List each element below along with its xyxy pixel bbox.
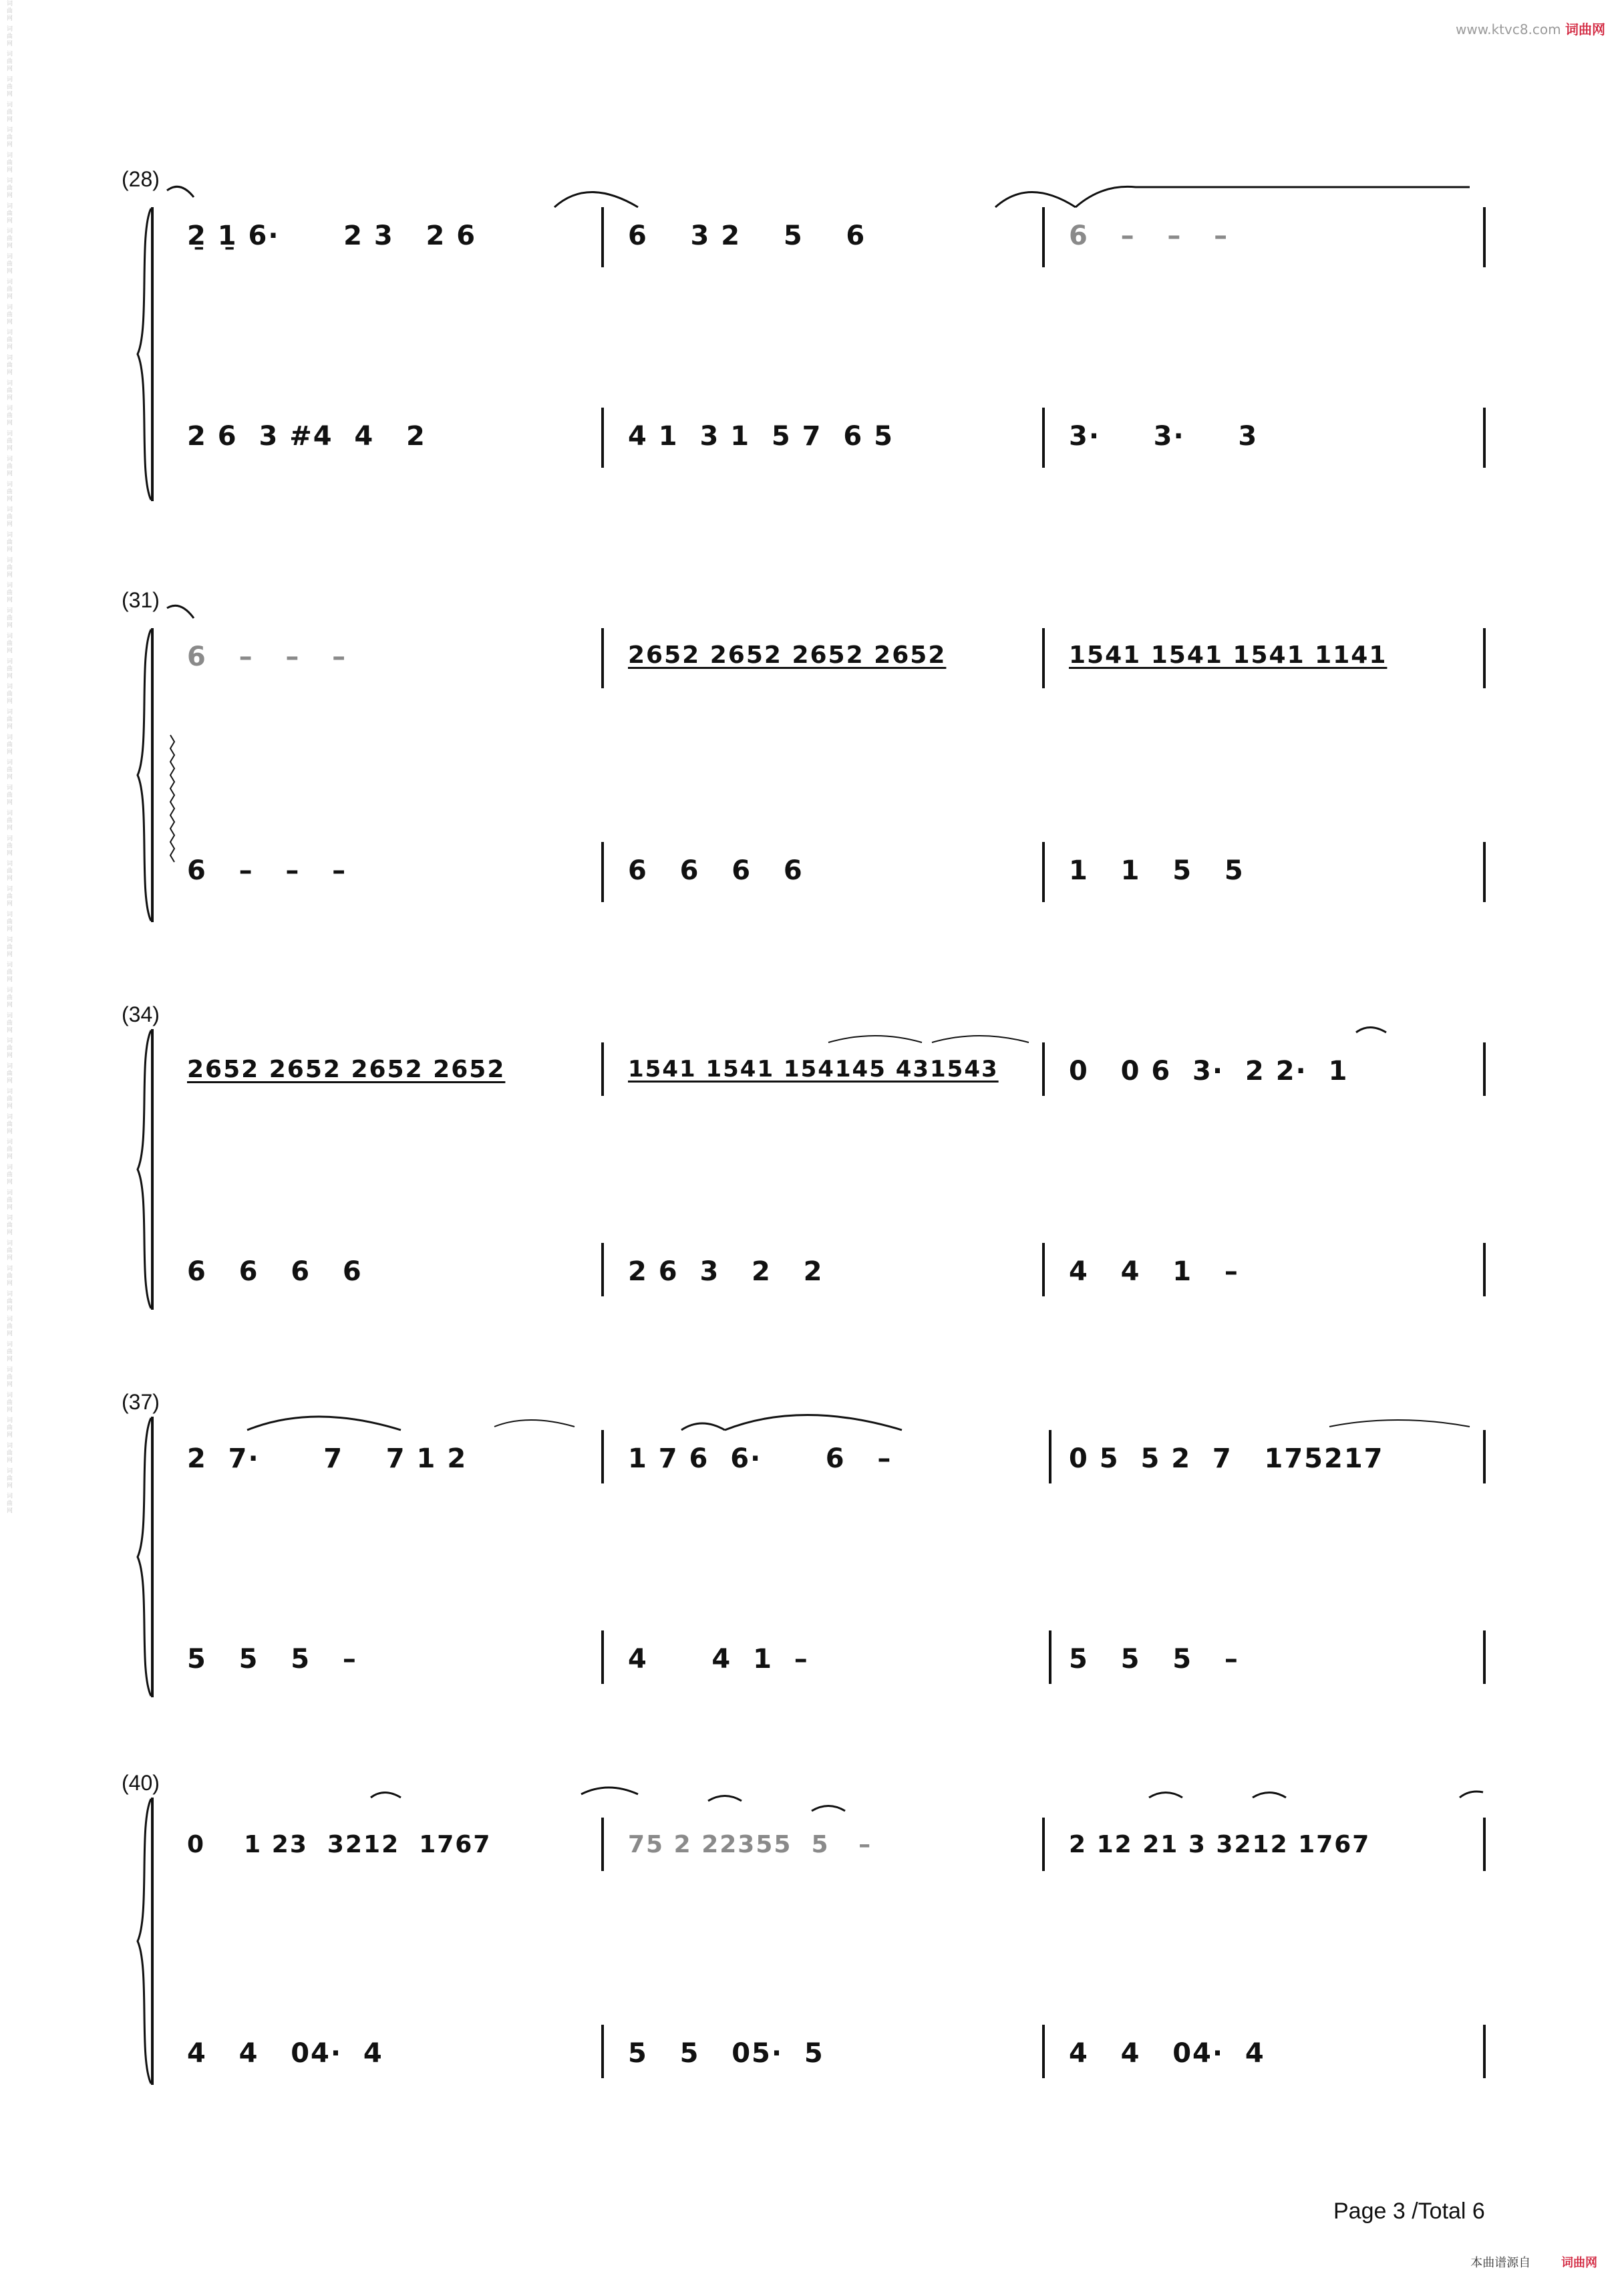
arpeggio-icon: [0, 588, 1624, 922]
tie-icon: [0, 1771, 1624, 2092]
lower-measure-33: 1 1 5 5: [1069, 855, 1245, 886]
system-34: [0, 1002, 1624, 1310]
lower-measure-28: 2 6 3 #4 4 2: [187, 421, 426, 452]
tie-icon: [0, 1390, 1624, 1697]
lower-measure-34: 6 6 6 6: [187, 1256, 363, 1287]
upper-measure-42: 2 12 21 3 3212 1767: [1069, 1831, 1371, 1858]
lower-measure-41: 5 5 05· 5: [628, 2038, 824, 2069]
system-31: [0, 588, 1624, 922]
upper-measure-40: 0 1 23 3212 1767: [187, 1831, 492, 1858]
side-watermark: 词曲网 词曲网 词曲网 词曲网 词曲网 词曲网 词曲网 词曲网 词曲网 词曲网 词曲网 词曲网 词曲网 词曲网 词曲网 词曲网 词曲网 词曲网 词曲网 词曲网 词曲网 词曲网 词曲网 词曲网 词曲网 词曲网 词曲网 词曲网 词曲网 词曲网 词曲网 词曲网 词曲网 词曲网 词曲网 词曲网 词曲网 词曲网 词曲网 词曲网 词曲网 词曲网 词曲网 词曲网 词曲网 词曲网 词曲网 词曲网 词曲网 词曲网 词曲网 词曲网 词曲网 词曲网 词曲网 词曲网 词曲网 词曲网 词曲网 词曲网: [5, 0, 12, 1515]
slur-icon: [0, 167, 1624, 481]
measure-number: (37): [122, 1390, 160, 1414]
upper-measure-41: 75 2 22355 5 –: [628, 1831, 872, 1858]
measure-number: (34): [122, 1002, 160, 1026]
header-brand: 词曲网: [1565, 21, 1605, 37]
lower-measure-40: 4 4 04· 4: [187, 2038, 383, 2069]
lower-measure-36: 4 4 1 –: [1069, 1256, 1239, 1287]
measure-number: (31): [122, 588, 160, 612]
upper-measure-35: 1541 1541 154145 431543: [628, 1056, 999, 1083]
upper-measure-30: 6 – – –: [1069, 221, 1229, 251]
upper-measure-38: 1 7 6 6· 6 –: [628, 1443, 892, 1474]
lower-measure-35: 2 6 3 2 2: [628, 1256, 824, 1287]
footer-source-label: 本曲谱源自: [1470, 2256, 1531, 2270]
upper-measure-33: 1541 1541 1541 1141: [1069, 641, 1388, 669]
upper-measure-32: 2652 2652 2652 2652: [628, 641, 947, 669]
upper-measure-36: 0 0 6 3· 2 2· 1: [1069, 1056, 1349, 1087]
header-watermark: [1456, 19, 1605, 38]
upper-measure-29: 6 3 2 5 6: [628, 221, 866, 251]
system-28: [0, 167, 1624, 481]
header-site: www.ktvc8.com: [1455, 21, 1561, 37]
upper-measure-37: 2 7· 7 7 1 2: [187, 1443, 468, 1474]
system-37: [0, 1390, 1624, 1697]
lower-measure-32: 6 6 6 6: [628, 855, 804, 886]
measure-number: (40): [122, 1771, 160, 1795]
lower-measure-42: 4 4 04· 4: [1069, 2038, 1265, 2069]
upper-measure-31: 6 – – –: [187, 641, 347, 672]
lower-measure-30: 3· 3· 3: [1069, 421, 1259, 452]
upper-measure-28: 2̱ 1̱ 6· 2 3 2 6: [187, 221, 477, 251]
lower-measure-31: 6 – – –: [187, 855, 347, 886]
tuplet-slur-icon: [0, 1002, 1624, 1310]
page-indicator: Page 3 /Total 6: [1333, 2198, 1485, 2224]
footer-brand-logo: 词曲网: [1561, 2256, 1597, 2270]
lower-measure-29: 4 1 3 1 5 7 6 5: [628, 421, 894, 452]
upper-measure-39: 0 5 5 2 7 175217: [1069, 1443, 1384, 1474]
lower-measure-37: 5 5 5 –: [187, 1644, 357, 1675]
measure-number: (28): [122, 167, 160, 191]
upper-measure-34: 2652 2652 2652 2652: [187, 1056, 506, 1083]
system-40: [0, 1771, 1624, 2092]
lower-measure-39: 5 5 5 –: [1069, 1644, 1239, 1675]
lower-measure-38: 4 4 1 –: [628, 1644, 809, 1675]
footer-source: [1470, 2253, 1597, 2271]
